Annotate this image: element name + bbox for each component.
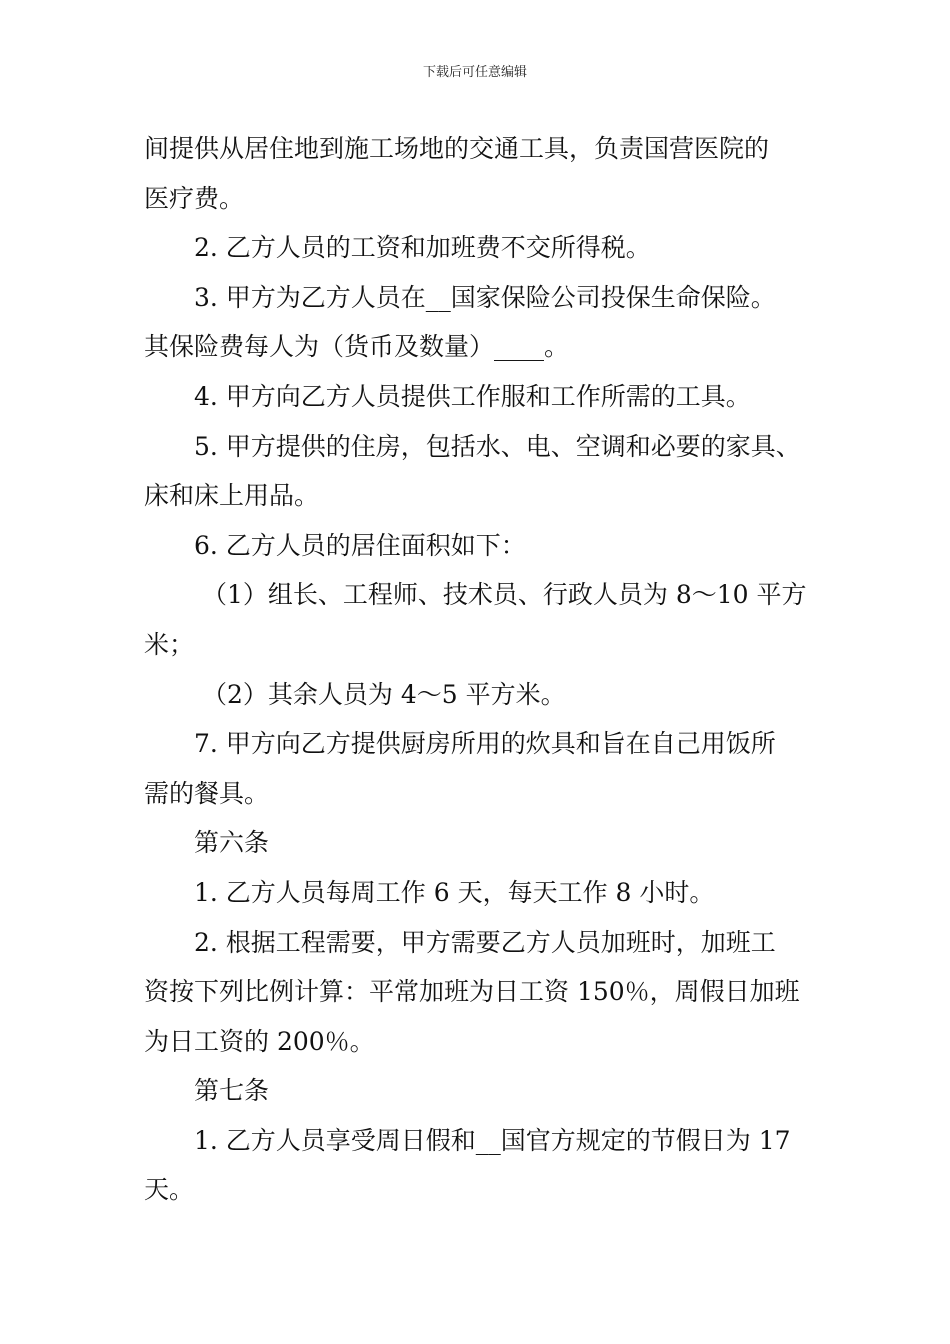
paragraph-line: 医疗费。 [144,183,245,213]
paragraph [144,918,824,1067]
paragraph [144,1066,824,1116]
paragraph [144,372,824,422]
paragraph [144,868,824,918]
paragraph-line: 米； [144,629,195,659]
page-header: 下载后可任意编辑 [422,65,527,80]
paragraph-line: （1）组长、工程师、技术员、行政人员为 8～10 平方 [202,580,807,610]
paragraph [144,273,824,372]
paragraph-line: 7. 甲方向乙方提供厨房所用的炊具和旨在自己用饭所 [194,729,776,759]
paragraph-line: 6. 乙方人员的居住面积如下： [194,530,526,560]
paragraph [144,124,824,223]
paragraph-line: 2. 乙方人员的工资和加班费不交所得税。 [194,233,651,263]
paragraph [144,818,824,868]
paragraph-line: 1. 乙方人员每周工作 6 天，每天工作 8 小时。 [194,877,715,907]
paragraph [144,670,824,720]
paragraph-line: 1. 乙方人员享受周日假和__国官方规定的节假日为 17 [194,1125,791,1155]
paragraph-line: 间提供从居住地到施工场地的交通工具，负责国营医院的 [144,134,770,163]
paragraph-line: 资按下列比例计算：平常加班为日工资 150％，周假日加班 [144,977,800,1007]
paragraph [144,422,824,521]
paragraph-line: 其保险费每人为（货币及数量）____。 [144,332,570,362]
paragraph [144,223,824,273]
paragraph-line: 需的餐具。 [144,778,270,808]
paragraph-line: 为日工资的 200％。 [144,1026,375,1056]
paragraph-line: 第六条 [194,828,270,858]
paragraph-line: 3. 甲方为乙方人员在__国家保险公司投保生命保险。 [194,282,776,312]
paragraph-line: 4. 甲方向乙方人员提供工作服和工作所需的工具。 [194,381,751,411]
paragraph [144,1116,824,1215]
document-body [144,124,824,1215]
paragraph [144,719,824,818]
paragraph-line: 2. 根据工程需要，甲方需要乙方人员加班时，加班工 [194,927,776,957]
paragraph-line: 床和床上用品。 [144,481,320,511]
paragraph [144,570,824,669]
paragraph-line: （2）其余人员为 4～5 平方米。 [202,679,566,709]
paragraph-line: 5. 甲方提供的住房，包括水、电、空调和必要的家具、 [194,431,801,461]
paragraph [144,521,824,571]
paragraph-line: 第七条 [194,1076,270,1106]
paragraph-line: 天。 [144,1175,195,1205]
